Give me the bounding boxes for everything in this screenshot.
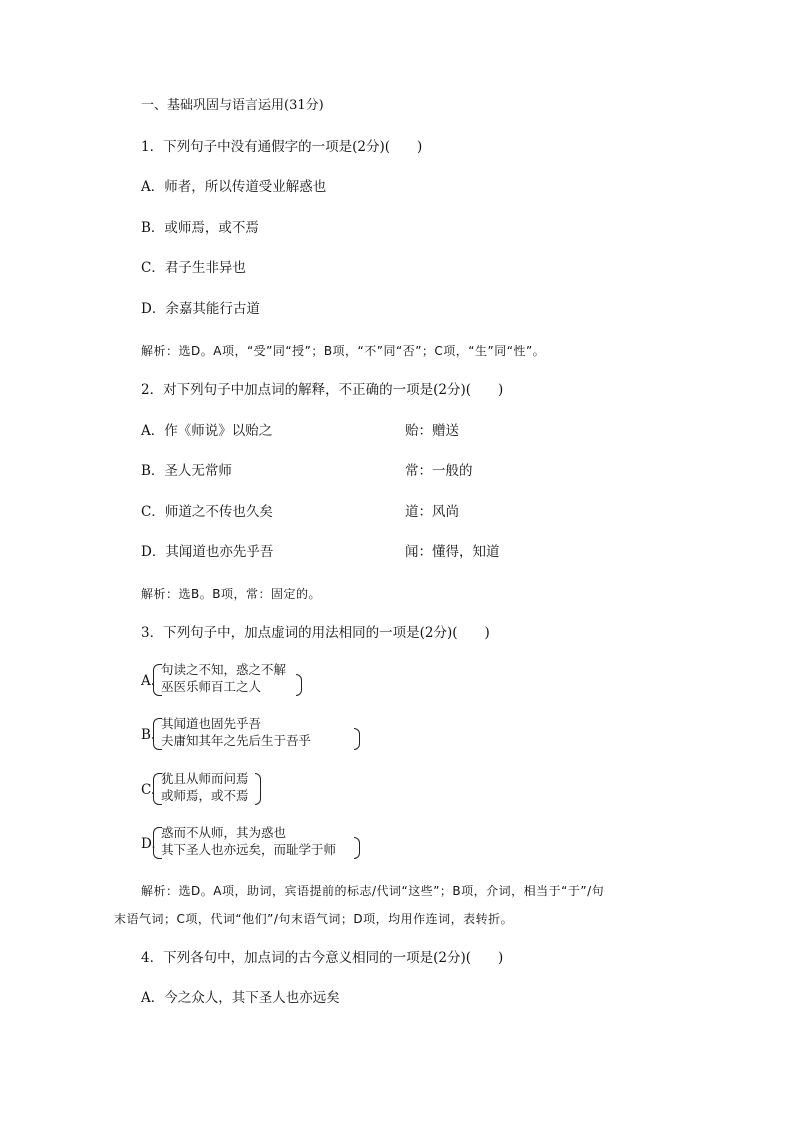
question-2-stem: 2．对下列句子中加点词的解释，不正确的一项是(2分)( ) — [141, 382, 504, 398]
q3-explanation-line2: 末语气词；C项，代词“他们”/句末语气词；D项，均用作连词，表转折。 — [114, 912, 514, 926]
right-brace — [296, 674, 302, 696]
right-brace — [354, 728, 360, 750]
q3-option-d-label: D. — [141, 836, 156, 852]
right-brace — [255, 773, 261, 805]
q3-option-b-line2: 夫庸知其年之先后生于吾乎 — [161, 733, 312, 748]
q3-option-c-label: C. — [141, 782, 156, 798]
q1-option-c: C．君子生非异也 — [141, 260, 246, 276]
right-brace — [354, 837, 360, 859]
q2-option-b: B．圣人无常师 — [141, 463, 232, 479]
q3-option-c-line1: 犹且从师而问焉 — [161, 771, 249, 786]
question-3-stem: 3．下列句子中，加点虚词的用法相同的一项是(2分)( ) — [141, 625, 490, 641]
q2-option-a: A．作《师说》以贻之 — [141, 423, 273, 439]
q1-explanation: 解析：选D。A项，“受”同“授”；B项，“不”同“否”；C项，“生”同“性”。 — [141, 344, 546, 358]
q2-explanation: 解析：选B。B项，常：固定的。 — [141, 587, 321, 601]
q3-option-d-line2: 其下圣人也亦远矣，而耻学于师 — [161, 842, 337, 857]
q3-explanation-line1: 解析：选D。A项，助词，宾语提前的标志/代词“这些”；B项，介词，相当于“于”/句 — [141, 884, 605, 898]
q2-option-c: C．师道之不传也久矣 — [141, 504, 273, 520]
q3-option-c-line2: 或师焉，或不焉 — [161, 788, 249, 803]
question-1-stem: 1．下列句子中没有通假字的一项是(2分)( ) — [141, 139, 423, 155]
q3-option-a-line2: 巫医乐师百工之人 — [161, 679, 262, 694]
q1-option-b: B．或师焉，或不焉 — [141, 220, 259, 236]
q2-option-b-gloss: 常：一般的 — [405, 463, 473, 479]
question-4-stem: 4．下列各句中，加点词的古今意义相同的一项是(2分)( ) — [141, 950, 504, 966]
q3-option-b-line1: 其闻道也固先乎吾 — [161, 716, 262, 731]
section-title: 一、基础巩固与语言运用(31分) — [141, 98, 324, 113]
q1-option-d: D．余嘉其能行古道 — [141, 301, 260, 317]
q3-option-b-label: B. — [141, 727, 156, 743]
q3-option-a-label: A. — [141, 673, 156, 689]
q2-option-c-gloss: 道：风尚 — [405, 504, 459, 520]
q3-option-a-line1: 句读之不知，惑之不解 — [161, 662, 287, 677]
q3-option-d-line1: 惑而不从师，其为惑也 — [161, 825, 287, 840]
q4-option-a: A．今之众人，其下圣人也亦远矣 — [141, 990, 340, 1006]
q2-option-d: D．其闻道也亦先乎吾 — [141, 544, 274, 560]
q2-option-a-gloss: 贻：赠送 — [405, 423, 459, 439]
q1-option-a: A．师者，所以传道受业解惑也 — [141, 179, 327, 195]
q2-option-d-gloss: 闻：懂得，知道 — [405, 544, 500, 560]
